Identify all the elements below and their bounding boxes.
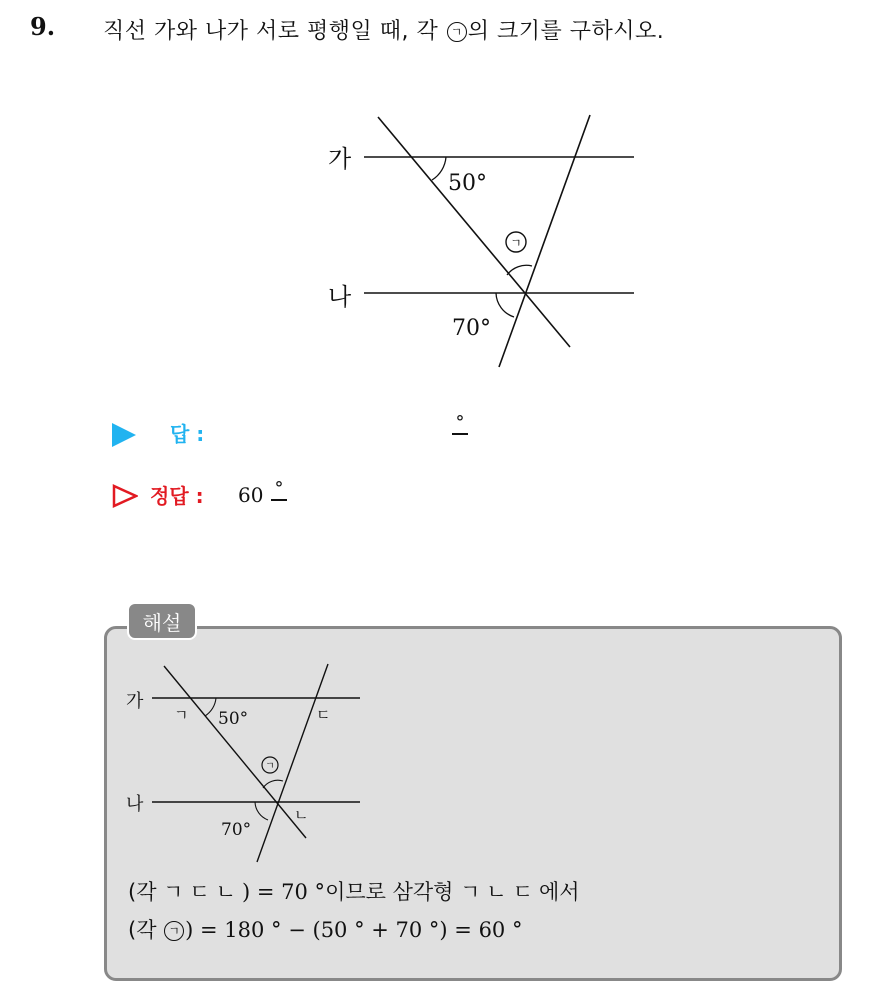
label-na: 나 (328, 283, 352, 311)
answer-label: 답 : (170, 422, 205, 446)
exp-angle-50: 50° (218, 709, 249, 729)
exp2-after: ) = 180 ° − (50 ° + 70 °) = 60 ° (185, 918, 523, 942)
exp-arc-70 (255, 802, 268, 820)
exp-angle-70: 70° (221, 820, 252, 840)
exp1-points: ㄱㄷㄴ (163, 880, 243, 904)
exp1-mid: ) = 70 ° (242, 880, 326, 904)
exp2-circled-symbol: ㄱ (164, 921, 184, 941)
transversal-left (378, 117, 570, 347)
angle-label-50: 50° (448, 171, 487, 196)
exp-transversal-left (164, 666, 306, 838)
exp-label-ga: 가 (126, 691, 144, 712)
question-text-after: 의 크기를 구하시오. (467, 19, 665, 44)
question-number: 9. (30, 12, 56, 41)
correct-answer-value: 60 (238, 483, 264, 507)
question-text-before: 직선 가와 나가 서로 평행일 때, 각 (103, 19, 446, 44)
exp1-after: 이므로 삼각형 (325, 880, 461, 904)
angle-arc-target (507, 265, 532, 275)
exp-point-d: ㄷ (316, 706, 331, 724)
circled-giyeok-symbol: ㄱ (447, 22, 467, 42)
exp1-before: (각 (128, 880, 164, 904)
label-ga: 가 (328, 145, 352, 173)
exp-point-g: ㄱ (174, 706, 189, 724)
explanation-figure (118, 660, 368, 865)
correct-answer-label: 정답 : (150, 484, 204, 508)
exp-point-n: ㄴ (294, 806, 309, 824)
exp-arc-50 (205, 698, 216, 716)
explanation-tab: 해설 (127, 602, 197, 640)
question-text (103, 14, 664, 45)
angle-label-target: ㄱ (510, 236, 522, 250)
angle-arc-70 (496, 293, 514, 317)
exp2-before: (각 (128, 918, 164, 942)
answer-unit: ° (452, 412, 468, 435)
correct-answer-unit: ° (271, 478, 287, 501)
exp-angle-target: ㄱ (265, 761, 275, 772)
exp-arc-target (263, 780, 283, 788)
correct-arrow-icon (112, 484, 138, 508)
exp-label-na: 나 (126, 794, 144, 815)
explanation-line-2 (128, 914, 522, 944)
explanation-line-1 (128, 876, 580, 906)
exp1-points2: ㄱㄴㄷ (460, 880, 539, 904)
angle-label-70: 70° (452, 316, 491, 341)
parallel-lines-figure (320, 105, 650, 380)
angle-arc-50 (432, 157, 446, 180)
answer-arrow-icon (112, 423, 136, 447)
exp1-end: 에서 (539, 880, 580, 904)
